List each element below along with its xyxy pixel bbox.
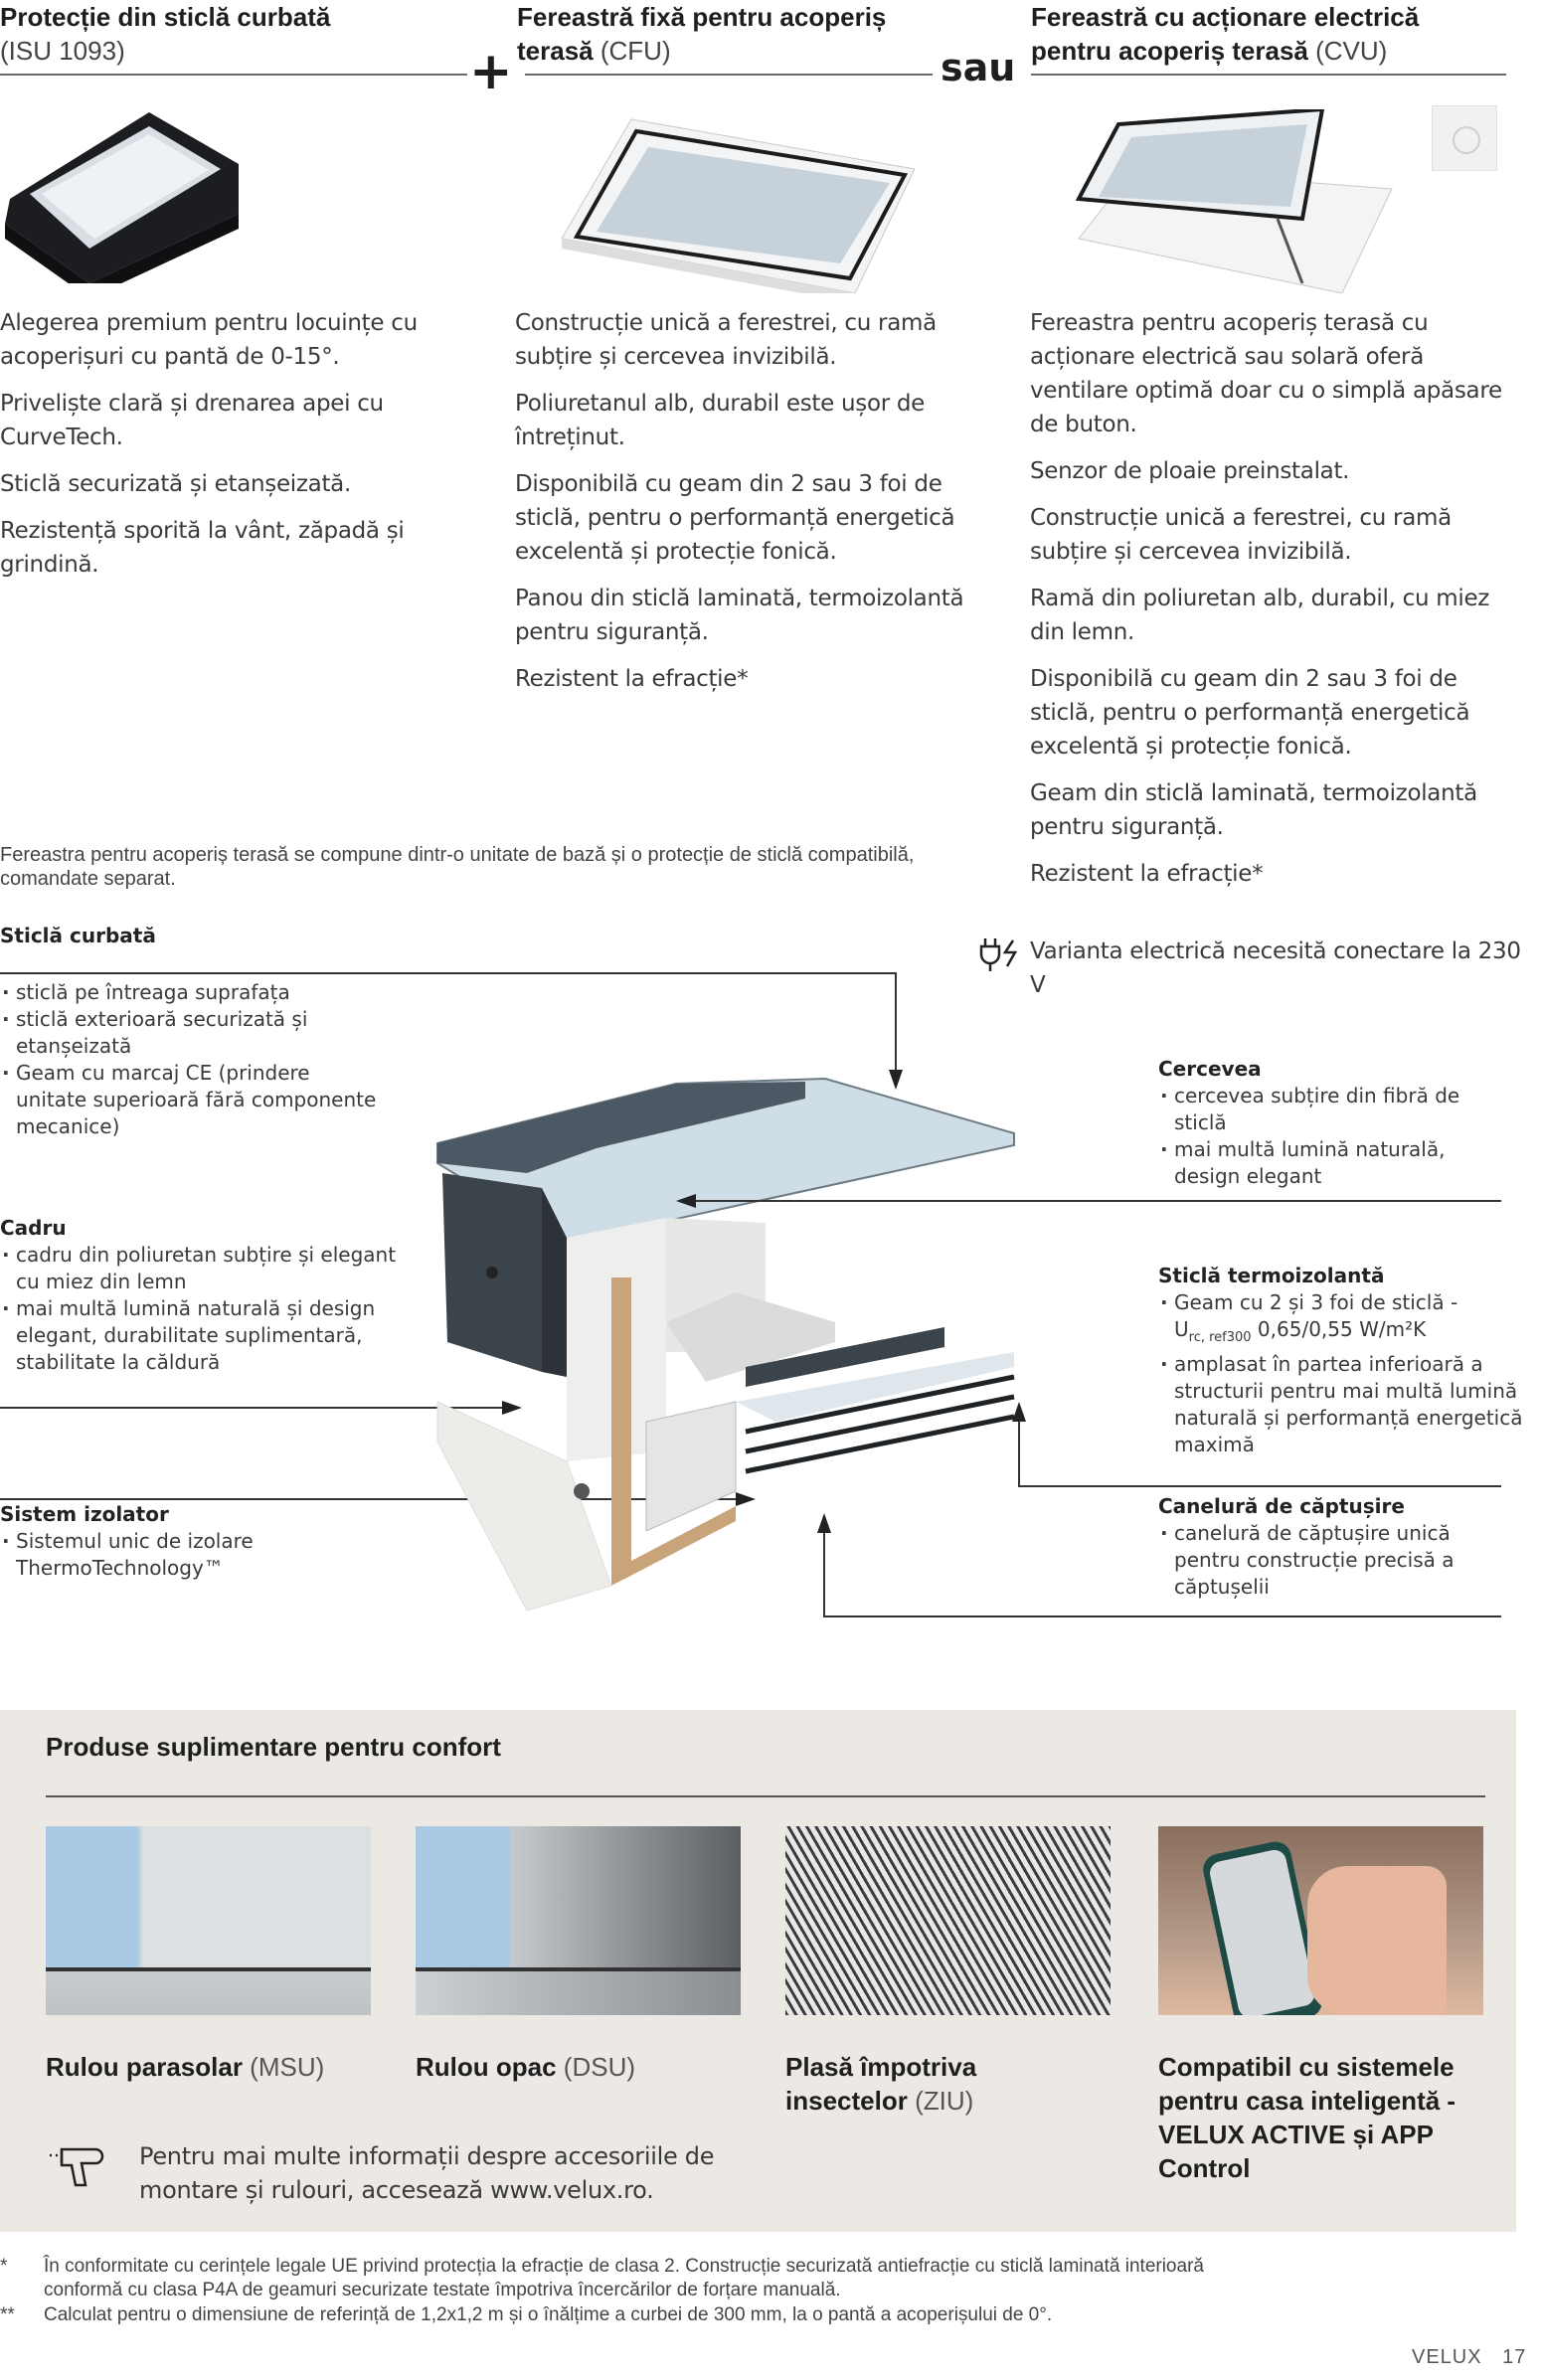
smart-home-phone-image — [1158, 1826, 1483, 2015]
arrow-icon — [817, 1513, 831, 1533]
blackout-sunscreen-image — [46, 1826, 371, 2015]
leader-line — [0, 972, 897, 974]
arrow-icon — [1012, 1402, 1026, 1422]
accessory-msu: Rulou parasolar (MSU) — [46, 2052, 325, 2082]
leader-line — [823, 1615, 1501, 1617]
callout-curved-glass: Sticlă curbată · sticlă pe întreaga suprafața · sticlă exterioară securizată și etanșeizată · Geam cu marcaj CE (prindere unitate superioară fără componente mecanice) — [0, 923, 378, 1140]
divider — [46, 1795, 1485, 1797]
footnote-2: ** Calculat pentru o dimensiune de referință de 1,2x1,2 m și o înălțime a curbei de 300 mm, la o pantă a acoperișului de 0°. — [0, 2304, 1053, 2325]
callout-sash: Cercevea · cercevea subțire din fibră de sticlă · mai multă lumină naturală, design elegant — [1158, 1056, 1516, 1190]
accessories-info-text: Pentru mai multe informații despre accesoriile de montare și rulouri, accesează www.velux.ro. — [139, 2142, 715, 2204]
description-cvu: Fereastra pentru acoperiș terasă cu acționare electrică sau solară oferă ventilare optimă doar cu o simplă apăsare de buton. Senzor de ploaie preinstalat. Construcție unică a ferestrei, cu ramă subțire și cercevea invizibilă. Ramă din poliuretan alb, durabil, cu miez din lemn. Disponibilă cu geam din 2 sau 3 foi de sticlă, pentru o performanță energetică excelentă și protecție fonică. Geam din sticlă laminată, termoizolantă pentru siguranță. Rezistent la efracție* — [1030, 310, 1502, 887]
leader-line — [696, 1200, 1501, 1202]
divider — [0, 74, 467, 76]
product-code: (CVU) — [1315, 36, 1388, 66]
callout-lining-groove: Canelură de căptușire · canelură de căptușire unică pentru construcție precisă a căptușelii — [1158, 1493, 1516, 1601]
callout-insulation: Sistem izolator · Sistemul unic de izolare ThermoTechnology™ — [0, 1501, 408, 1582]
product-title-isu: Protecție din sticlă curbată (ISU 1093) — [0, 2, 331, 66]
leader-line — [1018, 1485, 1501, 1487]
product-title-cfu: Fereastră fixă pentru acoperiș terasă (CFU) — [517, 2, 887, 66]
rain-sensor-icon — [1432, 105, 1497, 171]
electric-plug-icon — [979, 935, 1023, 974]
footnote-1: * În conformitate cu cerințele legale UE privind protecția la efracție de clasa 2. Construcție securizată antiefracție cu sticlă laminată interioară conformă cu clasa P4A de geamuri securizate testate împotriva încercărilor de forțare manuală. — [0, 2256, 1204, 2300]
page-footer — [1412, 2346, 1526, 2369]
callout-insulating-glass: Sticlă termoizolantă · Geam cu 2 și 3 foi de sticlă - $U_{rc, ref300}$ 0,65/0,55 W/m²K · amplasat în partea inferioară a structurii pentru mai multă lumină naturală și performanță energetică maximă — [1158, 1263, 1526, 1458]
product-title-cvu: Fereastră cu acționare electrică pentru acoperiș terasă (CVU) — [1031, 2, 1420, 66]
accessory-smart-home: Compatibil cu sistemele pentru casa inteligentă - VELUX ACTIVE și APP Control — [1158, 2052, 1456, 2183]
composition-note: Fereastra pentru acoperiș terasă se compune dintr-o unitate de bază și o protecție de sticlă compatibilă, comandate separat. — [0, 844, 915, 890]
fixed-flat-roof-window-image — [557, 109, 935, 293]
plus-icon: + — [469, 42, 513, 101]
drill-icon — [48, 2145, 113, 2191]
accessories-heading: Produse suplimentare pentru confort — [46, 1732, 501, 1762]
brand-name: VELUX — [1412, 2346, 1482, 2368]
product-code: (ISU 1093) — [0, 36, 125, 66]
leader-line — [1018, 1419, 1020, 1486]
electric-connection-note: Varianta electrică necesită conectare la 230 V — [1030, 938, 1521, 998]
product-code: (CFU) — [599, 36, 671, 66]
divider — [525, 74, 933, 76]
accessory-ziu: Plasă împotriva insectelor (ZIU) — [785, 2052, 977, 2116]
description-isu: Alegerea premium pentru locuințe cu acoperișuri cu pantă de 0-15°. Priveliște clară și drenarea apei cu CurveTech. Sticlă securizată și etanșeizată. Rezistență sporită la vânt, zăpadă și grindină. — [0, 310, 418, 578]
description-cfu: Construcție unică a ferestrei, cu ramă subțire și cercevea invizibilă. Poliuretanul alb, durabil este ușor de întreținut. Disponibilă cu geam din 2 sau 3 foi de sticlă, pentru o performanță energetică excelentă și protecție fonică. Panou din sticlă laminată, termoizolantă pentru siguranță. Rezistent la efracție* — [515, 310, 964, 692]
curved-glass-cover-image — [0, 104, 378, 283]
or-connector: sau — [941, 46, 1016, 89]
insect-screen-image — [785, 1826, 1111, 2015]
blackout-blind-image — [416, 1826, 741, 2015]
accessory-dsu: Rulou opac (DSU) — [416, 2052, 636, 2082]
electric-flat-roof-window-image — [1074, 109, 1432, 293]
callout-frame: Cadru · cadru din poliuretan subțire și elegant cu miez din lemn · mai multă lumină naturală și design elegant, durabilitate suplimentară, stabilitate la căldură — [0, 1215, 408, 1376]
divider — [1031, 74, 1506, 76]
page-number: 17 — [1502, 2346, 1527, 2368]
arrow-icon — [676, 1194, 696, 1208]
cross-section-diagram — [408, 1024, 1044, 1620]
leader-line — [823, 1531, 825, 1616]
